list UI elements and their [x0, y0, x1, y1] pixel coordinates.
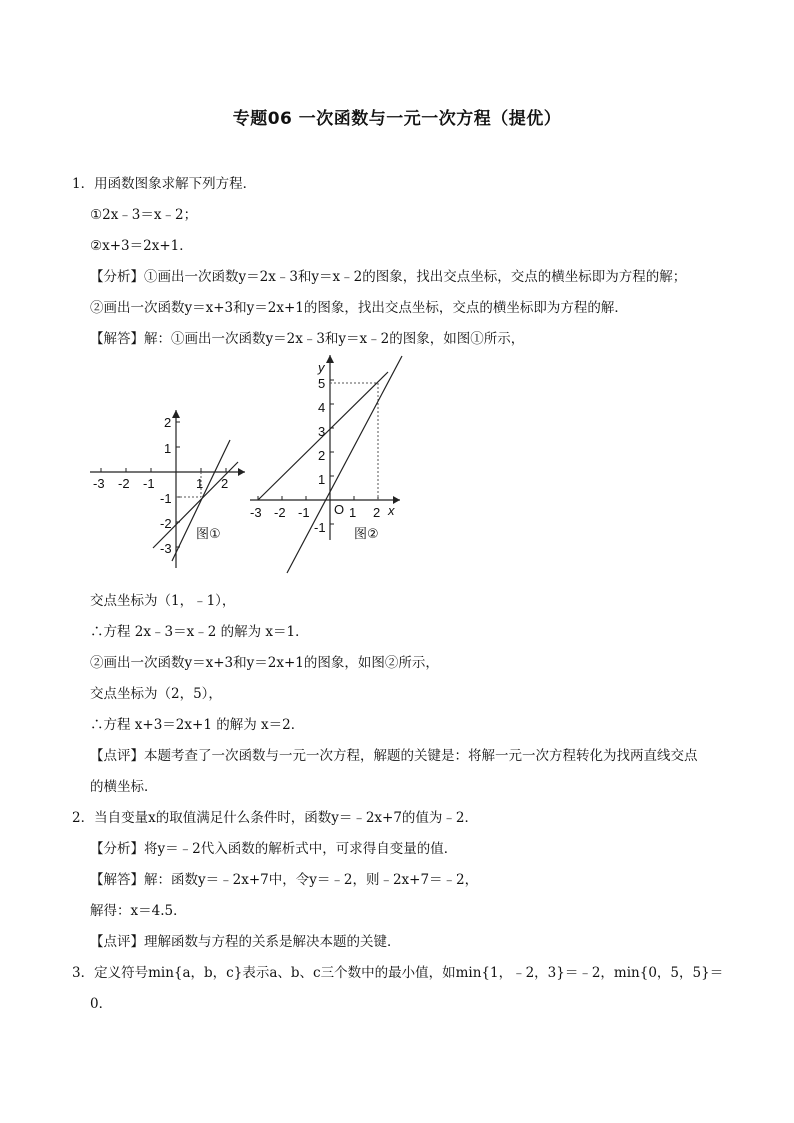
q2-answer: 【解答】解：函数y＝﹣2x+7中，令y＝﹣2，则﹣2x+7＝﹣2， — [90, 872, 479, 888]
q1-comment-2: 的横坐标． — [90, 779, 158, 795]
fig1-y-arrow — [172, 410, 180, 418]
q1-answer-intro: 【解答】解：①画出一次函数y＝2x﹣3和y＝x﹣2的图象，如图①所示， — [90, 331, 525, 347]
q1-result-1: 交点坐标为（1，﹣1）， — [90, 593, 236, 609]
fig2-x-label: x — [388, 503, 395, 518]
q2-solve: 解得：x＝4.5． — [90, 903, 187, 919]
fig2-caption: 图② — [354, 526, 379, 541]
fig1-xtick: 1 — [196, 476, 204, 491]
figure-2 — [250, 355, 402, 573]
fig1-ytick: -2 — [160, 516, 172, 531]
fig1-xtick: -1 — [143, 476, 155, 491]
q2-comment: 【点评】理解函数与方程的关系是解决本题的关键． — [90, 934, 401, 950]
fig2-y-arrow — [326, 355, 334, 363]
q1-analysis-2: ②画出一次函数y＝x+3和y＝2x+1的图象，找出交点坐标，交点的横坐标即为方程的解． — [90, 300, 628, 316]
fig2-ytick: 3 — [318, 424, 326, 439]
q1-comment-1: 【点评】本题考查了一次函数与一元一次方程，解题的关键是：将解一元一次方程转化为找两直线交点 — [90, 748, 698, 764]
fig1-ytick: 2 — [164, 415, 172, 430]
fig2-xtick: -2 — [274, 505, 286, 520]
q3-stem: 3．定义符号min{a，b，c}表示a、b、c三个数中的最小值，如min{1，﹣2，3}＝﹣2，min{0，5，5}＝ — [72, 965, 724, 981]
fig1-caption: 图① — [196, 526, 221, 541]
fig2-ytick: 4 — [318, 400, 326, 415]
fig1-xtick: -3 — [93, 476, 105, 491]
q2-analysis: 【分析】将y＝﹣2代入函数的解析式中，可求得自变量的值． — [90, 841, 458, 857]
q2-stem: 2．当自变量x的取值满足什么条件时，函数y＝﹣2x+7的值为﹣2． — [72, 810, 479, 826]
fig1-ytick: 1 — [164, 441, 172, 456]
q1-result-4: 交点坐标为（2，5）， — [90, 686, 222, 702]
fig2-ytick: 2 — [318, 448, 326, 463]
fig2-ytick: 5 — [318, 376, 326, 391]
q1-equation-1: ①2x﹣3＝x﹣2； — [90, 207, 198, 223]
q1-equation-2: ②x+3＝2x+1． — [90, 238, 193, 254]
fig2-line-y-eq-2x-plus-1 — [287, 356, 402, 573]
q1-analysis-1: 【分析】①画出一次函数y＝2x﹣3和y＝x﹣2的图象，找出交点坐标，交点的横坐标即为方程的解； — [90, 269, 687, 285]
fig1-ytick: -3 — [160, 541, 172, 556]
fig2-xtick: -1 — [298, 505, 310, 520]
q1-result-3: ②画出一次函数y＝x+3和y＝2x+1的图象，如图②所示， — [90, 655, 439, 671]
fig2-ytick: -1 — [314, 520, 326, 535]
fig2-origin-label: O — [334, 502, 345, 517]
page-title: 专题06 一次函数与一元一次方程（提优） — [232, 109, 562, 129]
q1-result-2: ∴方程 2x﹣3＝x﹣2 的解为 x＝1． — [90, 624, 309, 640]
fig2-y-label: y — [318, 360, 325, 375]
q1-result-5: ∴方程 x+3＝2x+1 的解为 x＝2． — [90, 717, 305, 733]
fig2-ytick: 1 — [318, 472, 326, 487]
fig2-xtick: -3 — [250, 505, 262, 520]
fig1-xtick: -2 — [118, 476, 130, 491]
fig1-xtick: 2 — [221, 476, 229, 491]
fig1-line-y-eq-2x-minus-3 — [172, 440, 230, 561]
fig1-x-arrow — [238, 468, 245, 476]
fig1-ytick: -1 — [160, 491, 172, 506]
fig2-xtick: 1 — [349, 505, 357, 520]
q1-stem: 1．用函数图象求解下列方程． — [72, 176, 257, 192]
fig2-xtick: 2 — [373, 505, 381, 520]
q3-stem-cont: 0． — [90, 996, 113, 1012]
figure-1 — [90, 410, 245, 568]
